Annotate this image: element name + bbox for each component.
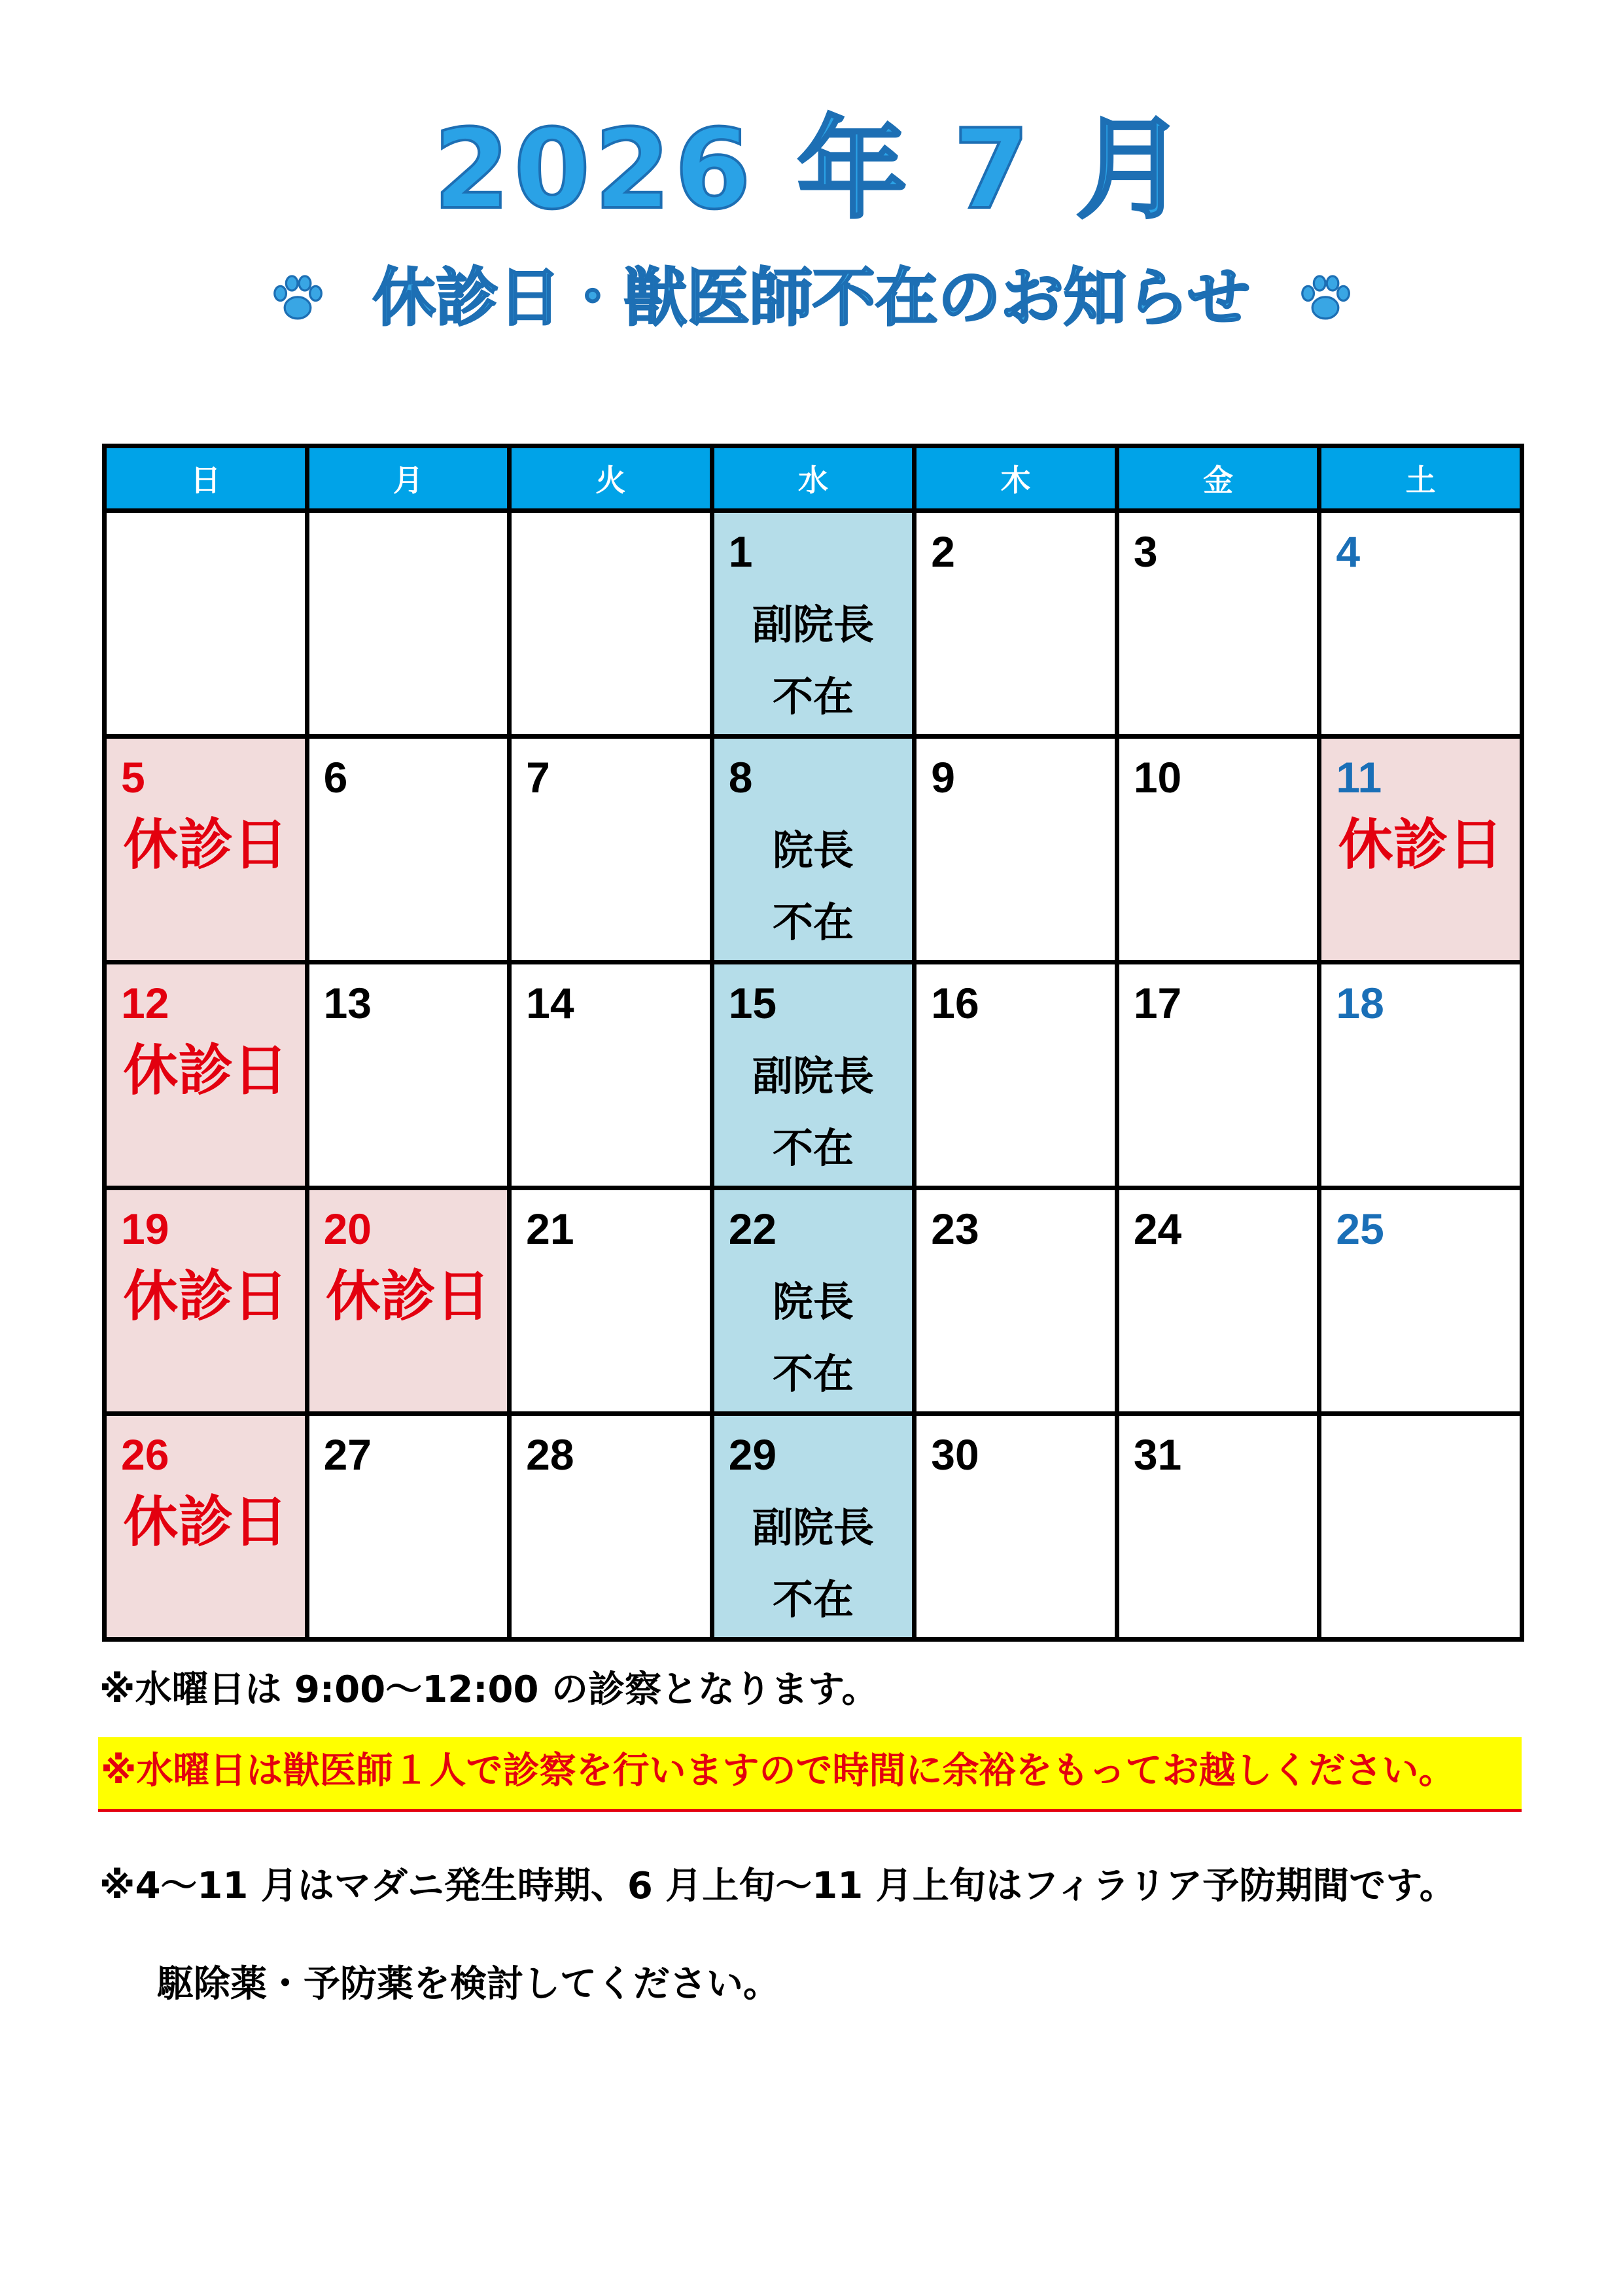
calendar-day-content: [309, 1190, 508, 1411]
calendar-day-cell: [307, 1414, 510, 1640]
calendar-week-row: [105, 737, 1522, 963]
note-medication-advice: 駆除薬・予防薬を検討してください。: [157, 1963, 780, 2005]
calendar-day-cell: [1319, 737, 1522, 963]
calendar-day-content: [1321, 1190, 1520, 1411]
calendar-day-content: [107, 513, 305, 734]
closed-day-label: 休診日: [123, 813, 288, 877]
calendar-day-content: [1119, 1416, 1318, 1637]
calendar-day-cell: [915, 1188, 1117, 1414]
calendar-day-content: [512, 1190, 710, 1411]
day-number: 15: [728, 979, 777, 1027]
calendar-day-content: [714, 964, 913, 1186]
calendar-day-cell: [105, 511, 307, 737]
subtitle-text: 休診日・獣医師不在のお知らせ: [372, 261, 1251, 334]
closed-day-label: 休診日: [1338, 813, 1503, 877]
calendar-day-content: [1321, 964, 1520, 1186]
calendar-day-content: [916, 1190, 1115, 1411]
note-highlight-box: [98, 1737, 1522, 1812]
calendar-day-content: [512, 739, 710, 960]
calendar-table: [102, 444, 1524, 1642]
calendar-day-cell: [307, 963, 510, 1188]
closed-day-label: 休診日: [123, 1264, 288, 1328]
day-number: 11: [1336, 753, 1382, 802]
day-number: 14: [526, 979, 574, 1027]
calendar-day-cell: [105, 737, 307, 963]
calendar-day-cell: [915, 963, 1117, 1188]
calendar-day-cell: [712, 1414, 915, 1640]
weekday-header-sat: 土: [1319, 446, 1522, 511]
day-number: 13: [323, 979, 372, 1027]
calendar-day-content: [1119, 1190, 1318, 1411]
calendar-body: [105, 511, 1522, 1640]
calendar-day-cell: [105, 1414, 307, 1640]
calendar-day-cell: [915, 1414, 1117, 1640]
calendar-day-cell: [1319, 511, 1522, 737]
day-number: 1: [728, 527, 753, 576]
day-number: 3: [1133, 527, 1158, 576]
calendar-week-row: [105, 1414, 1522, 1640]
calendar-day-content: [1119, 964, 1318, 1186]
day-number: 10: [1133, 753, 1182, 802]
paw-print-icon: [1289, 262, 1361, 334]
calendar-day-content: [714, 1190, 913, 1411]
calendar-day-content: [916, 513, 1115, 734]
calendar-day-cell: [510, 737, 712, 963]
calendar-day-content: [107, 1190, 305, 1411]
calendar-day-content: [916, 964, 1115, 1186]
absent-label: 不在: [772, 898, 854, 946]
calendar-day-content: [512, 964, 710, 1186]
day-number: 19: [121, 1205, 169, 1253]
day-number: 25: [1336, 1205, 1384, 1253]
calendar-day-cell: [510, 1188, 712, 1414]
calendar-day-cell: [712, 1188, 915, 1414]
day-number: 29: [728, 1430, 777, 1479]
absent-label: 不在: [772, 1350, 854, 1398]
calendar-day-cell: [1117, 963, 1319, 1188]
calendar-day-content: [107, 964, 305, 1186]
calendar-day-cell: [712, 963, 915, 1188]
day-number: 30: [931, 1430, 979, 1479]
calendar-day-content: [714, 513, 913, 734]
calendar-day-content: [1321, 739, 1520, 960]
calendar-day-cell: [1319, 963, 1522, 1188]
calendar-day-cell: [712, 511, 915, 737]
calendar-day-content: [1321, 513, 1520, 734]
calendar-day-cell: [1319, 1414, 1522, 1640]
day-number: 12: [121, 979, 169, 1027]
calendar-day-cell: [307, 511, 510, 737]
weekday-header-fri: 金: [1117, 446, 1319, 511]
absent-vet-role: 副院長: [752, 601, 874, 648]
day-number: 20: [323, 1205, 372, 1253]
day-number: 28: [526, 1430, 574, 1479]
calendar-day-cell: [1117, 1414, 1319, 1640]
day-number: 7: [526, 753, 550, 802]
day-number: 9: [931, 753, 955, 802]
closed-day-label: 休診日: [325, 1264, 491, 1328]
calendar-day-cell: [510, 511, 712, 737]
calendar-day-content: [107, 1416, 305, 1637]
calendar-day-content: [916, 1416, 1115, 1637]
day-number: 27: [323, 1430, 372, 1479]
calendar-day-cell: [307, 737, 510, 963]
day-number: 31: [1133, 1430, 1182, 1479]
calendar-day-cell: [510, 963, 712, 1188]
note-wednesday-single-vet: ※水曜日は獣医師１人で診察を行いますので時間に余裕をもってお越しください。: [101, 1750, 1456, 1792]
day-number: 22: [728, 1205, 777, 1253]
paw-print-icon: [262, 262, 334, 334]
calendar-day-cell: [510, 1414, 712, 1640]
day-number: 5: [121, 753, 145, 802]
calendar-day-content: [309, 513, 508, 734]
calendar-day-cell: [915, 511, 1117, 737]
calendar-day-cell: [1319, 1188, 1522, 1414]
note-tick-filaria-season: ※4～11 月はマダニ発生時期、6 月上旬～11 月上旬はフィラリア予防期間です。: [99, 1865, 1456, 1907]
calendar-day-content: [1119, 739, 1318, 960]
day-number: 18: [1336, 979, 1384, 1027]
weekday-header-thu: 木: [915, 446, 1117, 511]
calendar-day-content: [309, 964, 508, 1186]
weekday-header-row: [105, 446, 1522, 511]
day-number: 21: [526, 1205, 574, 1253]
absent-label: 不在: [772, 1124, 854, 1172]
calendar-day-content: [1321, 1416, 1520, 1637]
calendar-week-row: [105, 963, 1522, 1188]
closed-day-label: 休診日: [123, 1490, 288, 1554]
calendar-day-content: [1119, 513, 1318, 734]
absent-vet-role: 副院長: [752, 1504, 874, 1551]
day-number: 8: [728, 753, 753, 802]
calendar-day-cell: [105, 1188, 307, 1414]
calendar-day-content: [714, 739, 913, 960]
absent-vet-role: 院長: [772, 826, 854, 874]
note-wednesday-hours: ※水曜日は 9:00～12:00 の診察となります。: [99, 1669, 879, 1711]
calendar-day-content: [512, 1416, 710, 1637]
absent-vet-role: 副院長: [752, 1052, 874, 1100]
calendar-day-cell: [1117, 1188, 1319, 1414]
calendar-day-content: [916, 739, 1115, 960]
calendar-day-content: [107, 739, 305, 960]
calendar-week-row: [105, 511, 1522, 737]
day-number: 16: [931, 979, 979, 1027]
absent-vet-role: 院長: [772, 1278, 854, 1326]
day-number: 6: [323, 753, 348, 802]
day-number: 24: [1133, 1205, 1182, 1253]
day-number: 17: [1133, 979, 1182, 1027]
calendar-day-content: [714, 1416, 913, 1637]
day-number: 2: [931, 527, 955, 576]
calendar-day-cell: [1117, 511, 1319, 737]
absent-label: 不在: [772, 673, 854, 720]
weekday-header-tue: 火: [510, 446, 712, 511]
absent-label: 不在: [772, 1576, 854, 1623]
day-number: 23: [931, 1205, 979, 1253]
weekday-header-wed: 水: [712, 446, 915, 511]
weekday-header-mon: 月: [307, 446, 510, 511]
day-number: 4: [1336, 527, 1361, 576]
calendar-day-content: [309, 1416, 508, 1637]
page-title: 2026 年 7 月: [433, 105, 1190, 234]
calendar-day-content: [512, 513, 710, 734]
subtitle-row: [0, 262, 1623, 334]
calendar-day-cell: [712, 737, 915, 963]
calendar-day-content: [309, 739, 508, 960]
calendar-day-cell: [915, 737, 1117, 963]
calendar-day-cell: [307, 1188, 510, 1414]
weekday-header-sun: 日: [105, 446, 307, 511]
closed-day-label: 休診日: [123, 1038, 288, 1103]
calendar-week-row: [105, 1188, 1522, 1414]
calendar-day-cell: [105, 963, 307, 1188]
calendar-day-cell: [1117, 737, 1319, 963]
day-number: 26: [121, 1430, 169, 1479]
